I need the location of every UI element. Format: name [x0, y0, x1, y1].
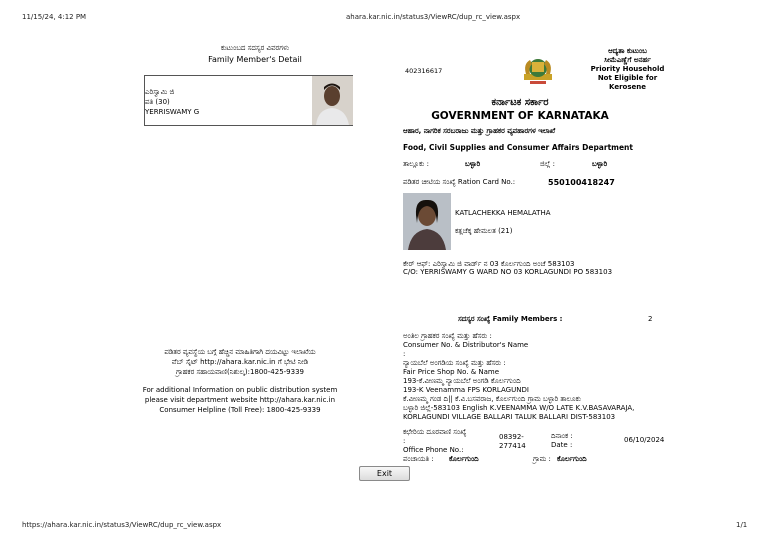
date-label: Date : — [551, 441, 573, 449]
head-name-kn: ಕತ್ಲಚೆಕ್ಕ ಹೇಮಲತ (21) — [455, 227, 513, 235]
department: Food, Civil Supplies and Consumer Affairs Department — [403, 143, 633, 152]
phone-value-1: 08392- — [499, 433, 524, 441]
family-members-count: 2 — [648, 315, 653, 323]
fps-label: Fair Price Shop No. & Name — [403, 368, 500, 376]
village-label: ಗ್ರಾಮ : — [533, 455, 551, 463]
exit-button[interactable]: Exit — [359, 466, 410, 481]
date-label-block — [551, 432, 573, 450]
footer-url: https://ahara.kar.nic.in/status3/ViewRC/dup_rc_view.aspx — [22, 521, 222, 529]
info-kn-line-2: ವೆಬ್ ಸೈಟ್ http://ahara.kar.nic.in ಗೆ ಭೇಟಿ ನೀಡಿ — [171, 358, 309, 366]
fps-name-kn: 193-ಕೆ.ವೀಣಮ್ಮ ನ್ಯಾಯಬೆಲೆ ಅಂಗಡಿ ಕೊರ್ಲಗುಂದಿ — [403, 377, 521, 385]
consumer-colon: : — [403, 350, 406, 358]
info-en-line-3: Consumer Helpline (Toll Free): 1800-425-9339 — [159, 406, 321, 414]
ration-card-number: 550100418247 — [548, 178, 615, 187]
government-title: GOVERNMENT OF KARNATAKA — [431, 110, 609, 122]
print-datetime: 11/15/24, 4:12 PM — [22, 13, 87, 21]
phone-label: Office Phone No.: — [403, 446, 464, 454]
member-relation: ಪತಿ (30) — [145, 98, 170, 106]
priority-box — [585, 47, 670, 92]
phone-value-2: 277414 — [499, 442, 526, 450]
info-en-line-2: please visit department website http://ahara.kar.nic.in — [144, 396, 336, 404]
info-en-line-1: For additional Information on public distribution system — [142, 386, 338, 394]
fps-address-kn: ಕೆ.ವೀಣಮ್ಮ ಗಂಡ ದಿ|| ಕೆ.ವಿ.ಬಸವರಾಜ, ಕೊರ್ಲಗುಂದಿ ಗ್ರಾಮ ಬಳ್ಳಾರಿ ತಾಲೂಕು — [403, 395, 581, 403]
date-label-kn: ದಿನಾಂಕ : — [551, 432, 573, 440]
member-name-en: YERRISWAMY G — [145, 108, 200, 116]
family-detail-title: Family Member's Detail — [208, 55, 302, 64]
info-kn — [110, 347, 370, 377]
member-card — [144, 75, 353, 126]
page-number: 1/1 — [736, 521, 748, 529]
village-value: ಕೊರ್ಲಗುಂದಿ — [557, 455, 587, 463]
priority-en-3: Kerosene — [609, 83, 646, 91]
department-kn: ಆಹಾರ, ನಾಗರಿಕ ಸರಬರಾಜು ಮತ್ತು ಗ್ರಾಹಕರ ವ್ಯವಹಾರಗಳ ಇಲಾಖೆ — [403, 127, 556, 135]
info-kn-line-3: ಗ್ರಾಹಕರ ಸಹಾಯವಾಣಿ(ನಿಶುಲ್ಕ):1800-425-9339 — [176, 368, 304, 376]
family-members-label: ಸದಸ್ಯರ ಸಂಖ್ಯೆ Family Members : — [458, 315, 563, 323]
taluk-value: ಬಳ್ಳಾರಿ — [465, 160, 481, 168]
district-value: ಬಳ್ಳಾರಿ — [592, 160, 608, 168]
taluk-label: ತಾಲ್ಲೂಕು : — [403, 160, 429, 168]
fps-label-kn: ನ್ಯಾಯಬೆಲೆ ಅಂಗಡಿಯ ಸಂಖ್ಯೆ ಮತ್ತು ಹೆಸರು : — [403, 359, 506, 367]
address-kn: ಕೇರ್ ಆಫ್: ಎರಿಸ್ವಾಮಿ ಜಿ ವಾರ್ಡ್ ನ 03 ಕೊರ್ಲಗುಂದಿ ಅಂಚೆ 583103 — [403, 260, 575, 268]
priority-kn-1: ಆದ್ಯತಾ ಕುಟುಂಬ — [608, 47, 647, 55]
date-value: 06/10/2024 — [624, 436, 665, 444]
district-label: ಜಿಲ್ಲೆ : — [540, 160, 555, 168]
fps-address-mixed: ಬಳ್ಳಾರಿ ಜಿಲ್ಲೆ-583103 English K.VEENAMMA W/O LATE K.V.BASAVARAJA, — [403, 404, 635, 412]
consumer-label-kn: ಅಂತಿಲ ಗ್ರಾಹಕರ ಸಂಖ್ಯೆ ಮತ್ತು ಹೆಸರು : — [403, 332, 492, 340]
phone-label-block — [403, 428, 466, 455]
priority-en-2: Not Eligible for — [597, 74, 658, 82]
ration-card-label: ಪಡಿತರ ಚೀಟಿಯ ಸಂಖ್ಯೆ Ration Card No.: — [403, 178, 516, 186]
government-title-kn: ಕರ್ನಾಟಕ ಸರ್ಕಾರ — [491, 97, 549, 108]
info-en — [110, 385, 370, 415]
member-photo — [312, 76, 353, 125]
karnataka-emblem-icon — [520, 52, 556, 88]
consumer-block — [403, 332, 634, 422]
phone-label-kn: ಕಛೇರಿಯ ದೂರವಾಣಿ ಸಂಖ್ಯೆ — [403, 428, 467, 436]
priority-en-1: Priority Household — [590, 65, 665, 73]
address-en: C/O: YERRISWAMY G WARD NO 03 KORLAGUNDI PO 583103 — [403, 268, 613, 276]
print-url: ahara.kar.nic.in/status3/ViewRC/dup_rc_view.aspx — [346, 13, 521, 21]
head-photo — [403, 193, 451, 250]
fps-name: 193-K Veenamma FPS KORLAGUNDI — [403, 386, 529, 394]
head-name: KATLACHEKKA HEMALATHA — [455, 209, 551, 217]
panchayat-label: ಪಂಚಾಯತಿ : — [403, 455, 434, 463]
family-detail-title-kn: ಕುಟುಂಬದ ಸದಸ್ಯರ ವಿವರಗಳು — [220, 44, 290, 52]
priority-kn-2: ಸೀಮೆಎಣ್ಣೆಗೆ ಅನರ್ಹ — [604, 56, 651, 64]
phone-colon: : — [403, 437, 406, 445]
fps-address: KORLAGUNDI VILLAGE BALLARI TALUK BALLARI DIST-583103 — [403, 413, 616, 421]
panchayat-value: ಕೊರ್ಲಗುಂದಿ — [449, 455, 479, 463]
member-name-kn: ಎರಿಸ್ವಾಮಿ ಜಿ — [145, 88, 175, 96]
phone-value — [499, 433, 526, 451]
info-kn-line-1: ಪಡಿತರ ವ್ಯವಸ್ಥೆಯ ಬಗ್ಗೆ ಹೆಚ್ಚಿನ ಮಾಹಿತಿಗಾಗಿ ದಯವಿಟ್ಟು ಇಲಾಖೆಯ — [164, 348, 316, 356]
card-number: 402316617 — [405, 67, 443, 75]
consumer-label: Consumer No. & Distributor's Name — [403, 341, 529, 349]
